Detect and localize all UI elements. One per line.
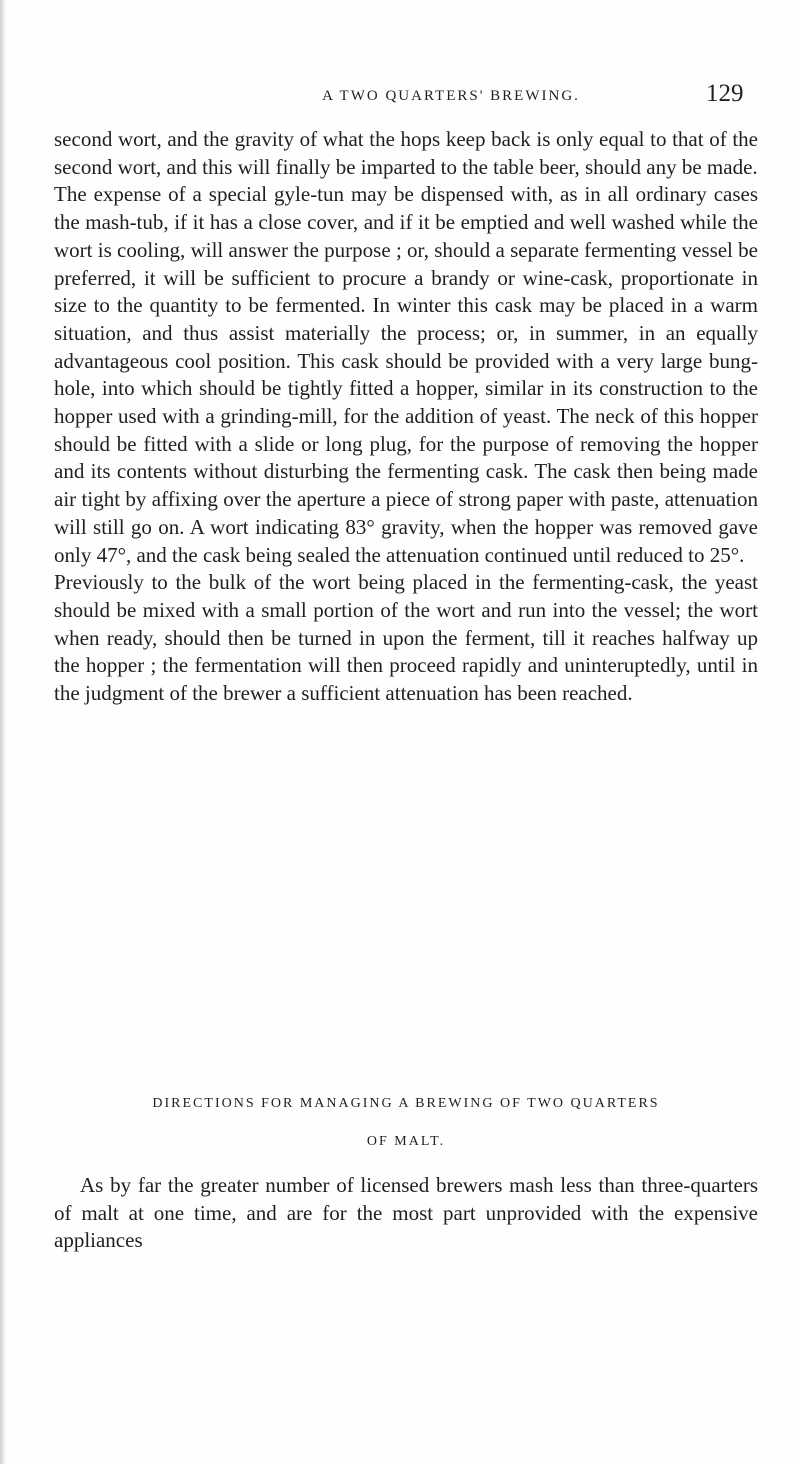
running-title: A TWO QUARTERS' BREWING.: [322, 88, 580, 104]
body-text: [54, 126, 758, 708]
paragraph-2: The expense of a special gyle-tun may be dispensed with, as in all ordinary cases the mash-tub, if it has a close cover, and if it be emptied and well washed while the wort is cooling, will answer the purpose ; or, should a separate fermenting vessel be preferred, it will be sufficient to procure a brandy or wine-cask, proportionate in size to the quantity to be fermented. In winter this cask may be placed in a warm situation, and thus assist materially the process; or, in summer, in an equally advantageous cool position. This cask should be provided with a very large bung-hole, into which should be tightly fitted a hopper, similar in its construction to the hopper used with a grinding-mill, for the addition of yeast. The neck of this hopper should be fitted with a slide or long plug, for the purpose of removing the hopper and its contents without disturbing the fermenting cask. The cask then being made air tight by affixing over the aperture a piece of strong paper with paste, attenuation will still go on. A wort indicating 83° gravity, when the hopper was removed gave only 47°, and the cask being sealed the attenuation continued until reduced to 25°.: [54, 182, 758, 567]
paragraph-1: second wort, and the gravity of what the hops keep back is only equal to that of the second wort, and this will finally be imparted to the table beer, should any be made.: [54, 127, 758, 179]
section-paragraph: As by far the greater number of licensed brewers mash less than three-quarters of malt at one time, and are for the most part unprovided with the expensive appliances: [54, 1173, 758, 1253]
section-body: [54, 1172, 758, 1255]
page-edge-shadow: [0, 0, 6, 1464]
section-heading: DIRECTIONS FOR MANAGING A BREWING OF TWO QUARTERS: [152, 1096, 660, 1111]
section-heading-continued: OF MALT.: [366, 1134, 446, 1149]
page-number: 129: [706, 80, 744, 107]
paragraph-3: Previously to the bulk of the wort being placed in the fermenting-cask, the yeast should be mixed with a small portion of the wort and run into the vessel; the wort when ready, should then be turned in upon the ferment, till it reaches halfway up the hopper ; the fermentation will then proceed rapidly and uninteruptedly, until in the judgment of the brewer a sufficient attenuation has been reached.: [54, 570, 758, 706]
